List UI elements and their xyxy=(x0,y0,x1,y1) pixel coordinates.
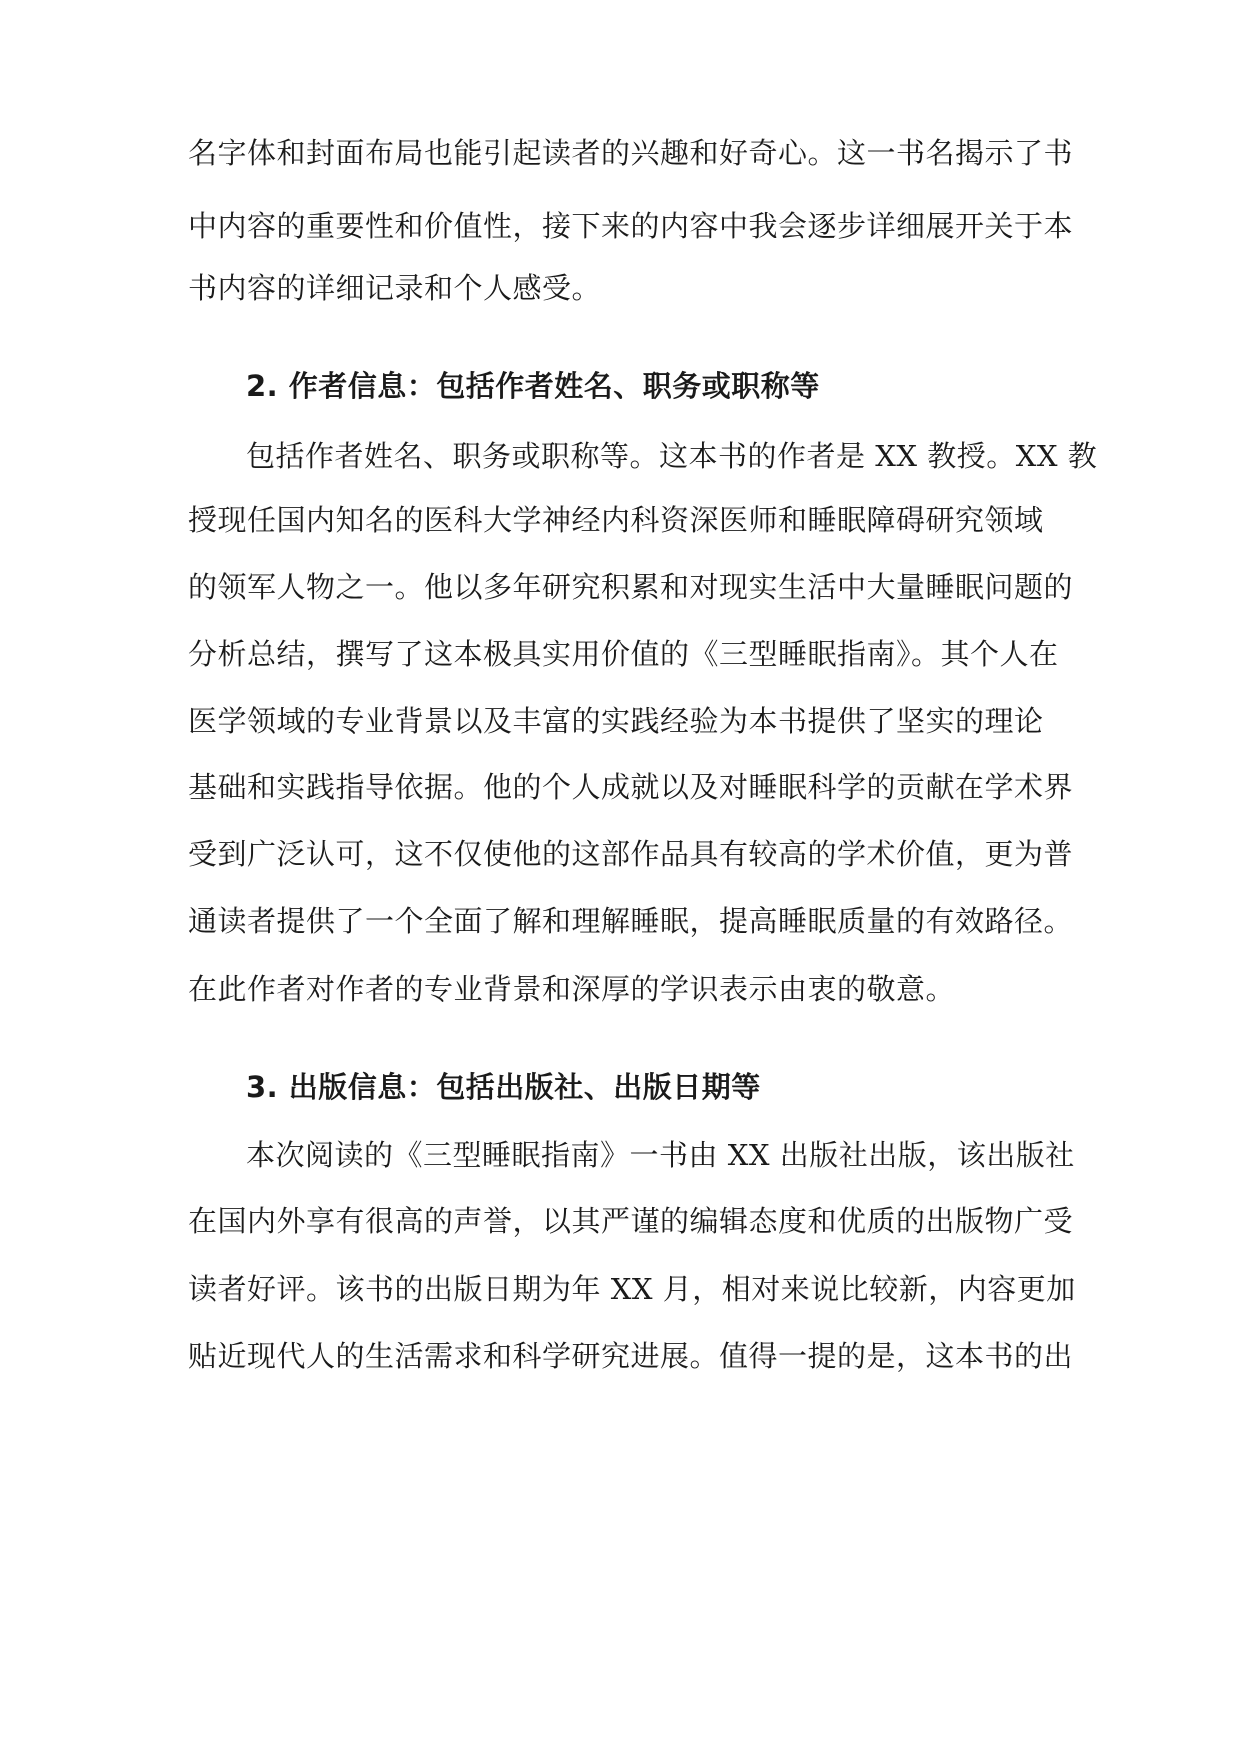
paragraph-line: 包括作者姓名、职务或职称等。这本书的作者是 XX 教授。XX 教 xyxy=(246,439,1098,473)
paragraph-line: 书内容的详细记录和个人感受。 xyxy=(188,271,602,305)
paragraph-line: 中内容的重要性和价值性，接下来的内容中我会逐步详细展开关于本 xyxy=(188,209,1074,243)
paragraph-line: 本次阅读的《三型睡眠指南》一书由 XX 出版社出版，该出版社 xyxy=(246,1138,1075,1172)
paragraph-line: 在国内外享有很高的声誉，以其严谨的编辑态度和优质的出版物广受 xyxy=(188,1204,1074,1238)
paragraph-line: 的领军人物之一。他以多年研究积累和对现实生活中大量睡眠问题的 xyxy=(188,570,1074,604)
paragraph-line: 受到广泛认可，这不仅使他的这部作品具有较高的学术价值，更为普 xyxy=(188,837,1074,871)
paragraph-line: 贴近现代人的生活需求和科学研究进展。值得一提的是，这本书的出 xyxy=(188,1339,1074,1373)
paragraph-line: 读者好评。该书的出版日期为年 XX 月，相对来说比较新，内容更加 xyxy=(188,1272,1076,1306)
paragraph-line: 通读者提供了一个全面了解和理解睡眠，提高睡眠质量的有效路径。 xyxy=(188,904,1074,938)
section-heading-author: 2. 作者信息：包括作者姓名、职务或职称等 xyxy=(246,369,820,403)
section-heading-publication: 3. 出版信息：包括出版社、出版日期等 xyxy=(246,1070,761,1104)
paragraph-line: 分析总结，撰写了这本极具实用价值的《三型睡眠指南》。其个人在 xyxy=(188,637,1059,671)
paragraph-line: 医学领域的专业背景以及丰富的实践经验为本书提供了坚实的理论 xyxy=(188,704,1044,738)
paragraph-line: 授现任国内知名的医科大学神经内科资深医师和睡眠障碍研究领域 xyxy=(188,503,1044,537)
paragraph-line: 基础和实践指导依据。他的个人成就以及对睡眠科学的贡献在学术界 xyxy=(188,770,1074,804)
paragraph-line: 名字体和封面布局也能引起读者的兴趣和好奇心。这一书名揭示了书 xyxy=(188,136,1074,170)
paragraph-line: 在此作者对作者的专业背景和深厚的学识表示由衷的敬意。 xyxy=(188,972,956,1006)
